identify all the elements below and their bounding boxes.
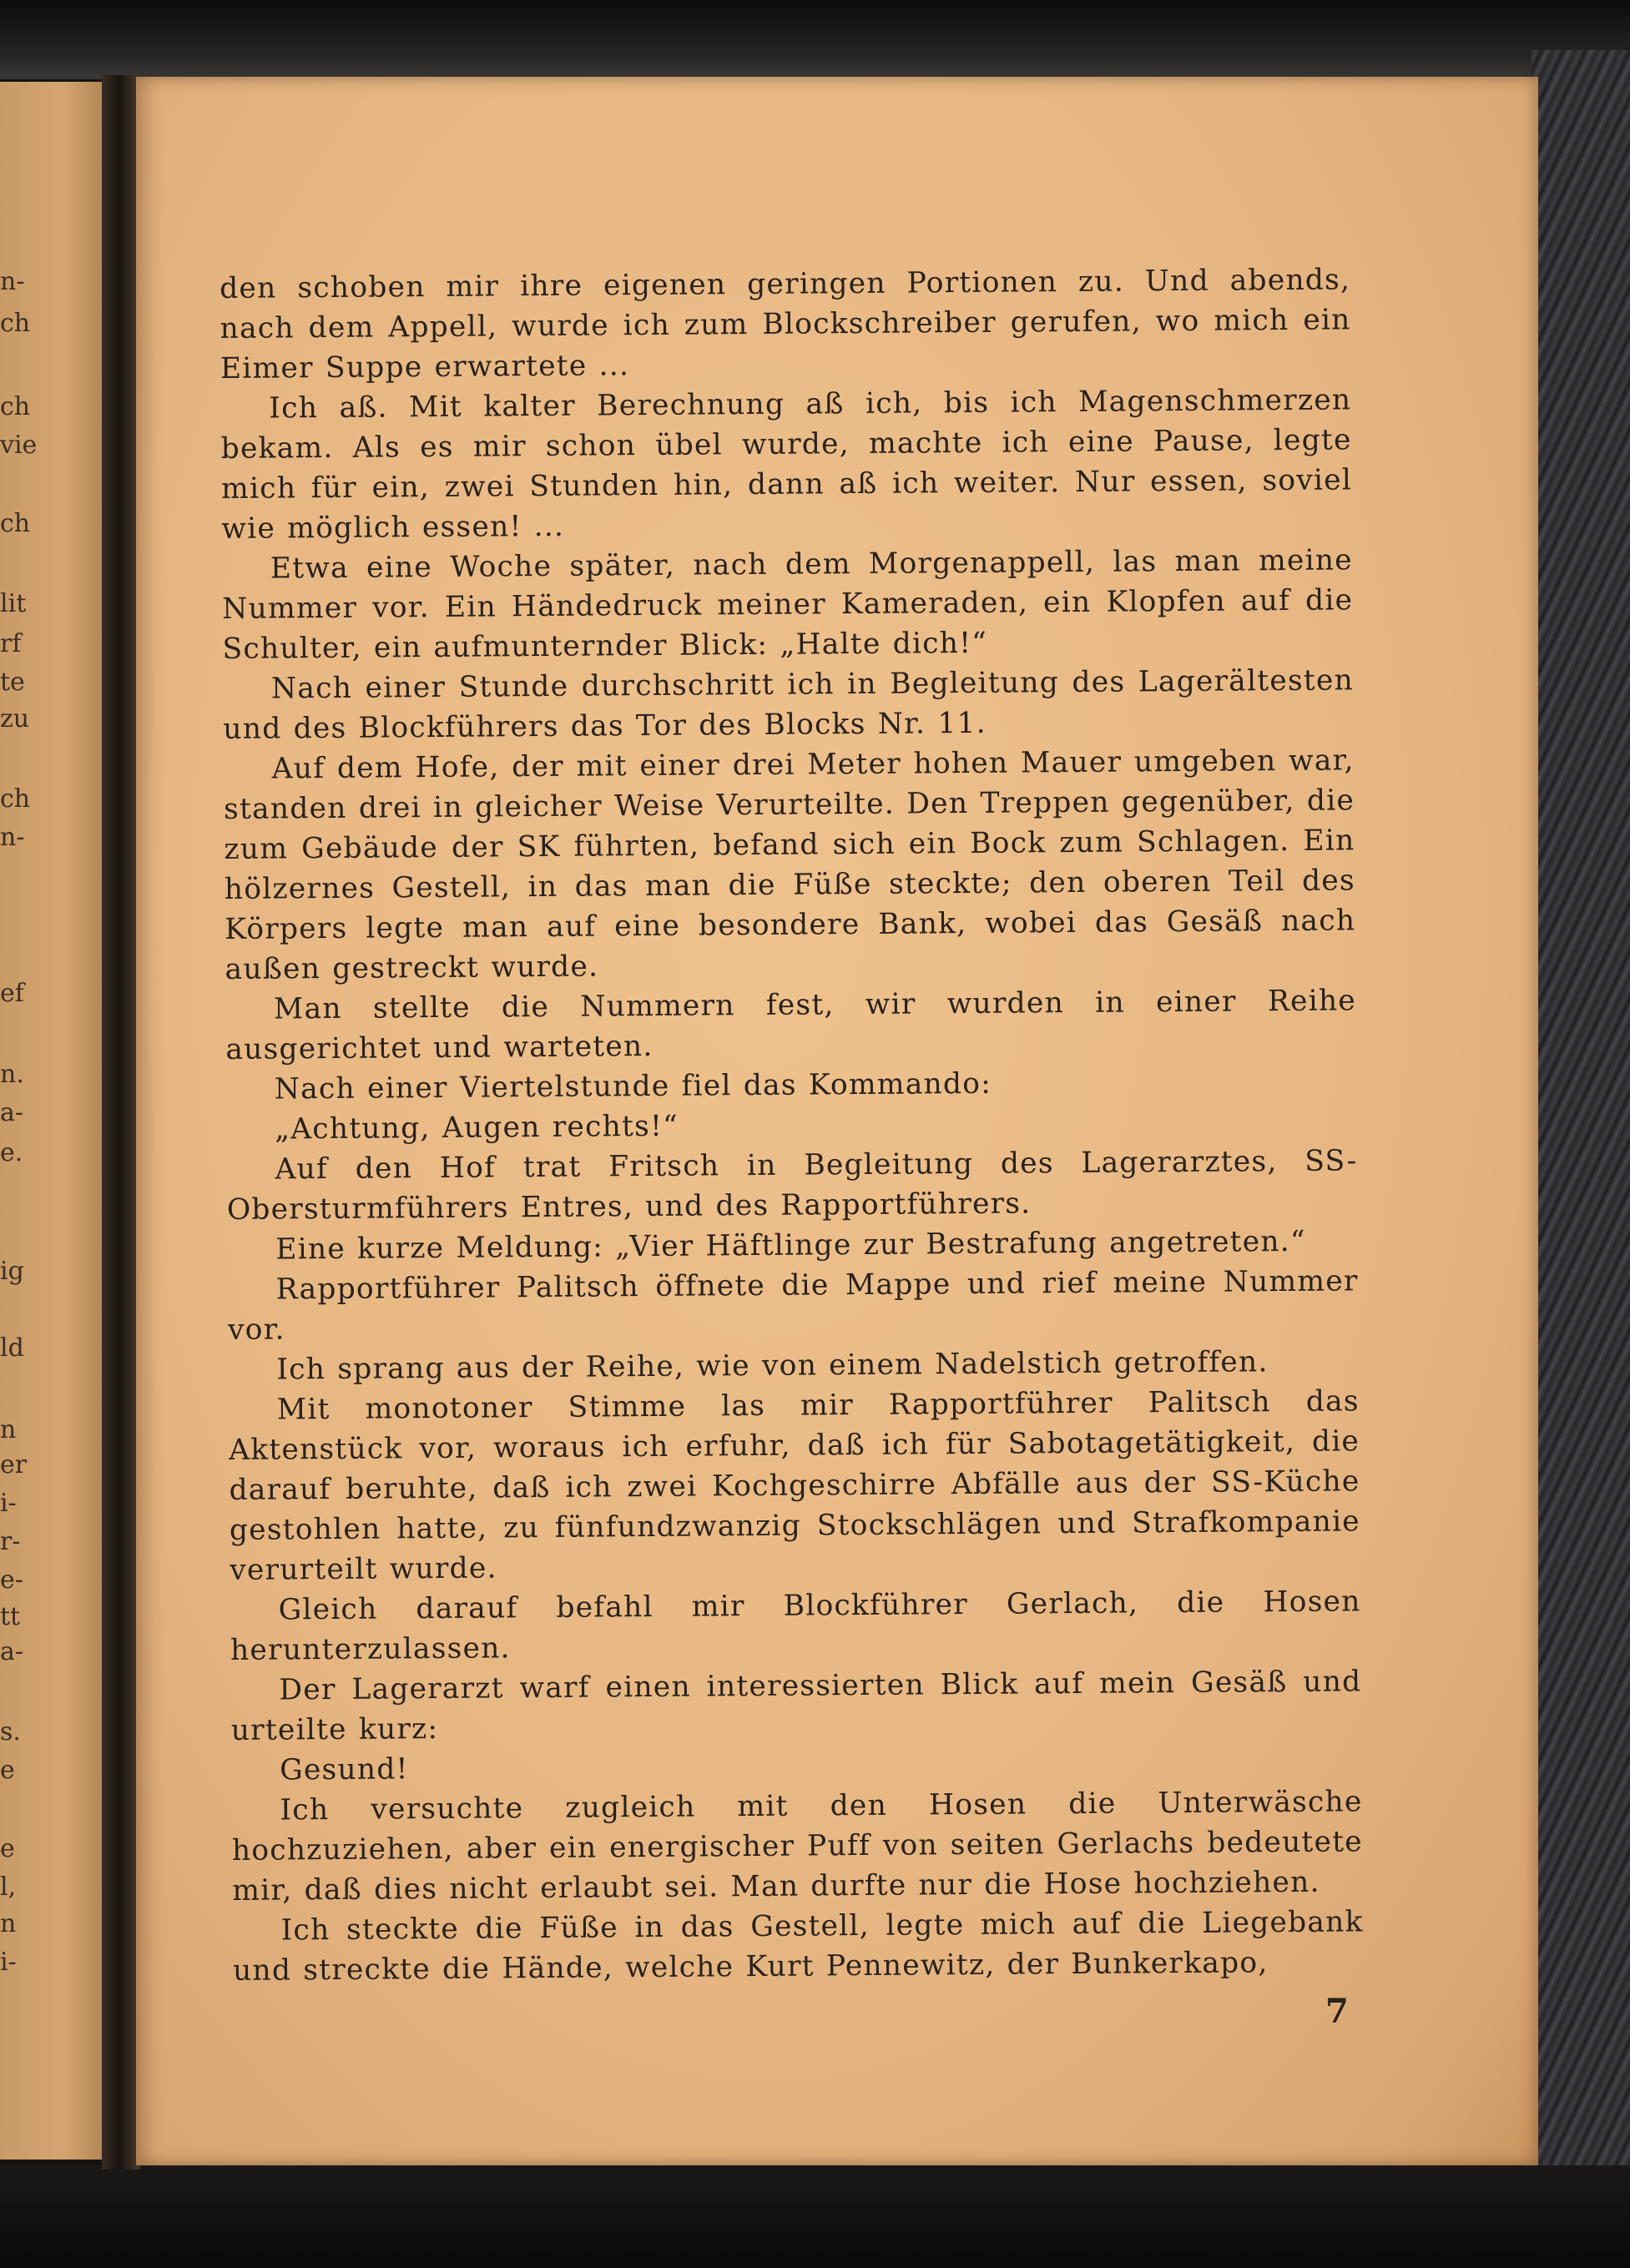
paragraph: Gesund! bbox=[279, 1752, 409, 1787]
paragraph: Ich steckte die Füße in das Gestell, legte mich auf die Liegebank und streckte die Hände, welche Kurt Pennewitz, der Bunkerkapo, bbox=[232, 1905, 1364, 1988]
left-page-fragment: n bbox=[0, 1909, 17, 1938]
left-page-fragment: ef bbox=[0, 979, 24, 1008]
left-page-fragment: i- bbox=[0, 1489, 17, 1518]
left-page-fragment: ch bbox=[0, 392, 31, 421]
paragraph: Der Lagerarzt warf einen interessierten Blick auf mein Gesäß und urteilte kurz: bbox=[230, 1665, 1362, 1747]
paragraph: Rapportführer Palitsch öffnete die Mappe und rief meine Nummer vor. bbox=[227, 1264, 1359, 1347]
paragraph: Ich aß. Mit kalter Berechnung aß ich, bis ich Magenschmerzen bekam. Als es mir schon übel wurde, machte ich eine Pause, legte mich für ein, zwei Stunden hin, dann aß ich weiter. Nur essen, soviel wie möglich essen! ... bbox=[220, 383, 1353, 546]
left-page-fragment: n bbox=[0, 1415, 17, 1444]
paragraph: „Achtung, Augen rechts!“ bbox=[274, 1109, 679, 1147]
paragraph: Gleich darauf befahl mir Blockführer Gerlach, die Hosen herunterzulassen. bbox=[230, 1585, 1361, 1667]
left-page-fragment: e- bbox=[0, 1565, 23, 1595]
left-page-fragment: n. bbox=[0, 1060, 24, 1089]
book-cover-right-edge bbox=[1532, 50, 1630, 2220]
left-page-fragment: lit bbox=[0, 589, 27, 618]
left-page-fragment: a- bbox=[0, 1098, 24, 1127]
left-page-fragment: e bbox=[0, 1834, 15, 1863]
left-page-fragment: s. bbox=[0, 1717, 21, 1746]
book-gutter bbox=[102, 75, 140, 2170]
left-page-fragment: ld bbox=[0, 1333, 24, 1363]
left-page-fragment: zu bbox=[0, 704, 30, 733]
left-page-fragment: rf bbox=[0, 629, 22, 658]
left-page-fragment: ch bbox=[0, 784, 31, 814]
left-page-fragment: vie bbox=[0, 431, 38, 460]
paragraph: Nach einer Viertelstunde fiel das Kommando: bbox=[274, 1066, 992, 1106]
left-page-fragment: i- bbox=[0, 1948, 17, 1977]
left-page-fragment: l, bbox=[0, 1872, 17, 1902]
right-page bbox=[136, 77, 1538, 2165]
paragraph: den schoben mir ihre eigenen geringen Portionen zu. Und abends, nach dem Appell, wurde ich zum Blockschreiber gerufen, wo mich ein Eimer Suppe erwartete ... bbox=[220, 263, 1351, 386]
paragraph: Nach einer Stunde durchschritt ich in Begleitung des Lagerältesten und des Blockführers das Tor des Blocks Nr. 11. bbox=[223, 663, 1355, 746]
left-page-fragment: r- bbox=[0, 1527, 21, 1556]
left-page-fragment: te bbox=[0, 668, 25, 697]
left-page-fragment: a- bbox=[0, 1637, 24, 1666]
paragraph: Ich versuchte zugleich mit den Hosen die Unterwäsche hochzuziehen, aber ein energischer Puff von seiten Gerlachs bedeutete mir, daß dies nicht erlaubt sei. Man durfte nur die Hose hochziehen. bbox=[231, 1785, 1364, 1908]
page-number: 7 bbox=[1325, 1992, 1349, 2031]
left-page-fragment: ig bbox=[0, 1257, 24, 1286]
left-page-fragment: n- bbox=[0, 823, 25, 852]
left-page-fragment: er bbox=[0, 1450, 28, 1479]
left-page-strip bbox=[0, 82, 104, 2160]
paragraph: Eine kurze Meldung: „Vier Häftlinge zur Bestrafung angetreten.“ bbox=[275, 1224, 1306, 1267]
paragraph: Man stellte die Nummern fest, wir wurden in einer Reihe ausgerichtet und warteten. bbox=[225, 984, 1357, 1066]
body-text bbox=[220, 260, 1364, 1991]
left-page-fragment: ch bbox=[0, 509, 31, 538]
paragraph: Auf dem Hofe, der mit einer drei Meter hohen Mauer umgeben war, standen drei in gleicher Weise Verurteilte. Den Treppen gegenüber, die zum Gebäude der SK führten, befand sich ein Bock zum Schlagen. Ein hölzernes Gestell, in das man die Füße steckte; den oberen Teil des Körpers legte man auf eine besondere Bank, wobei das Gesäß nach außen gestreckt wurde. bbox=[223, 743, 1356, 986]
paragraph: Mit monotoner Stimme las mir Rapportführer Palitsch das Aktenstück vor, woraus ich erfuhr, daß ich für Sabotagetätigkeit, die darauf beruhte, daß ich zwei Kochgeschirre Abfälle aus der SS-Küche gestohlen hatte, zu fünfundzwanzig Stockschlägen und Strafkompanie verurteilt wurde. bbox=[228, 1384, 1360, 1587]
left-page-fragment: e. bbox=[0, 1138, 23, 1167]
left-page-fragment: tt bbox=[0, 1602, 21, 1631]
left-page-fragment: e bbox=[0, 1756, 15, 1785]
paragraph: Auf den Hof trat Fritsch in Begleitung des Lagerarztes, SS-Obersturmführers Entres, und des Rapportführers. bbox=[226, 1144, 1358, 1227]
book-cover-bottom-edge bbox=[0, 2165, 1630, 2268]
book-cover-top-edge bbox=[0, 0, 1630, 79]
paragraph: Etwa eine Woche später, nach dem Morgenappell, las man meine Nummer vor. Ein Händedruck meiner Kameraden, ein Klopfen auf die Schulter, ein aufmunternder Blick: „Halte dich!“ bbox=[222, 543, 1354, 666]
left-page-fragment: n- bbox=[0, 267, 25, 296]
paragraph: Ich sprang aus der Reihe, wie von einem Nadelstich getroffen. bbox=[276, 1345, 1269, 1387]
left-page-fragment: ch bbox=[0, 309, 31, 338]
